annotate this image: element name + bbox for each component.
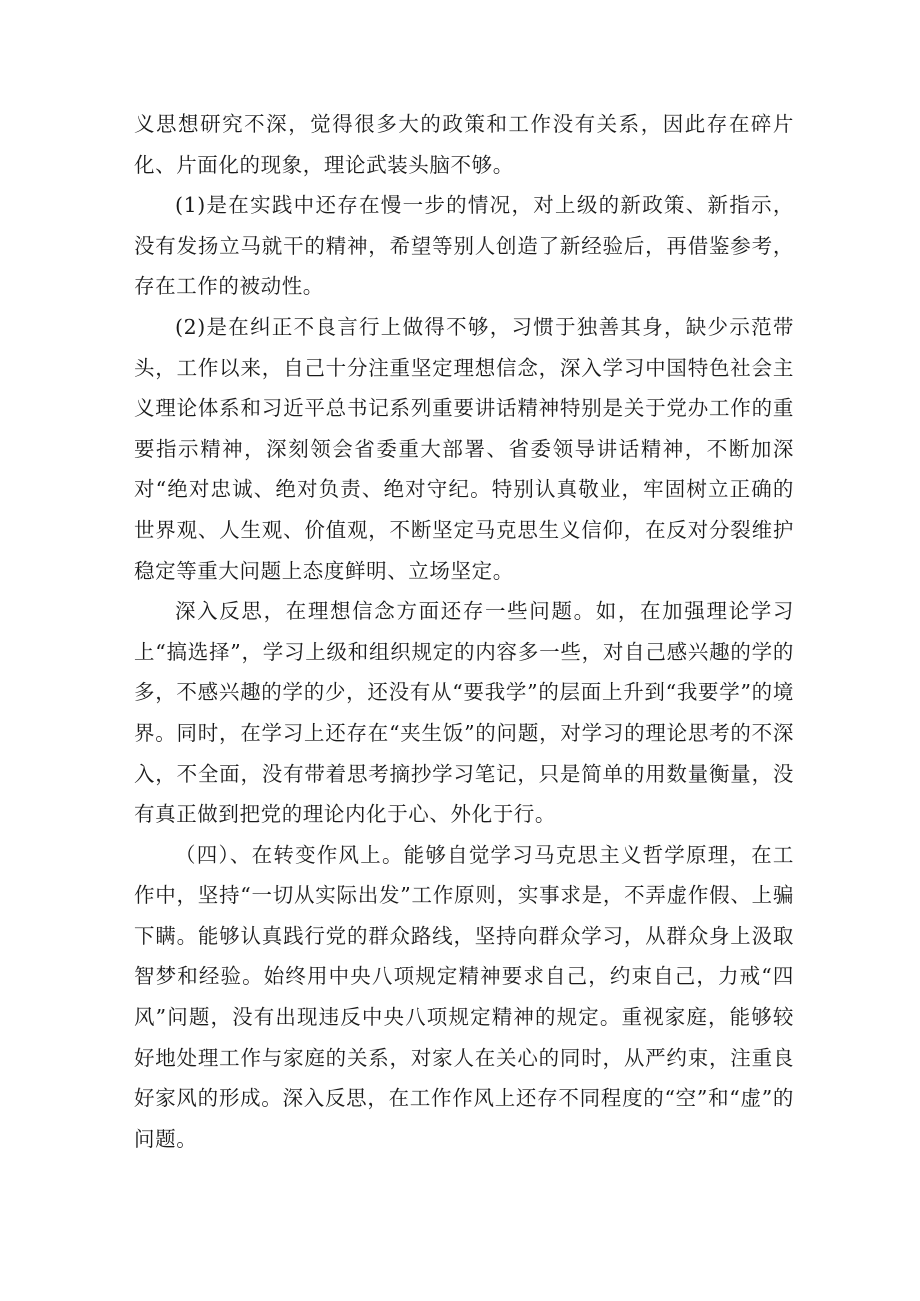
paragraph-item-1: (1)是在实践中还存在慢一步的情况，对上级的新政策、新指示，没有发扬立马就干的精神，希望等别人创造了新经验后，再借鉴参考，存在工作的被动性。	[134, 193, 794, 299]
paragraph-item-2: (2)是在纠正不良言行上做得不够，习惯于独善其身，缺少示范带头，工作以来，自己十分注重坚定理想信念，深入学习中国特色社会主义理论体系和习近平总书记系列重要讲话精神特别是关于党办工作的重要指示精神，深刻领会省委重大部署、省委领导讲话精神，不断加深对“绝对忠诚、绝对负责、绝对守纪。特别认真敬业，牢固树立正确的世界观、人生观、价值观，不断坚定马克思生义信仰，在反对分裂维护稳定等重大问题上态度鲜明、立场坚定。	[134, 314, 794, 583]
paragraph-continuation: 义思想研究不深，觉得很多大的政策和工作没有关系，因此存在碎片化、片面化的现象，理论武装头脑不够。	[134, 112, 794, 177]
paragraph-section-four: （四）、在转变作风上。能够自觉学习马克思主义哲学原理，在工作中，坚持“一切从实际出发”工作原则，实事求是，不弄虚作假、上骗下瞒。能够认真践行党的群众路线，坚持向群众学习，从群众身上汲取智梦和经验。始终用中央八项规定精神要求自己，约束自己，力戒“四风”问题，没有出现违反中央八项规定精神的规定。重视家庭，能够较好地处理工作与家庭的关系，对家人在关心的同时，从严约束，注重良好家风的形成。深入反思，在工作作风上还存不同程度的“空”和“虚”的问题。	[134, 842, 794, 1151]
paragraph-reflection: 深入反思，在理想信念方面还存一些问题。如，在加强理论学习上“搞选择”，学习上级和组织规定的内容多一些，对自己感兴趣的学的多，不感兴趣的学的少，还没有从“要我学”的层面上升到“我要学”的境界。同时，在学习上还存在“夹生饭”的问题，对学习的理论思考的不深入，不全面，没有带着思考摘抄学习笔记，只是简单的用数量衡量，没有真正做到把党的理论内化于心、外化于行。	[134, 599, 794, 827]
document-body	[134, 104, 794, 1159]
